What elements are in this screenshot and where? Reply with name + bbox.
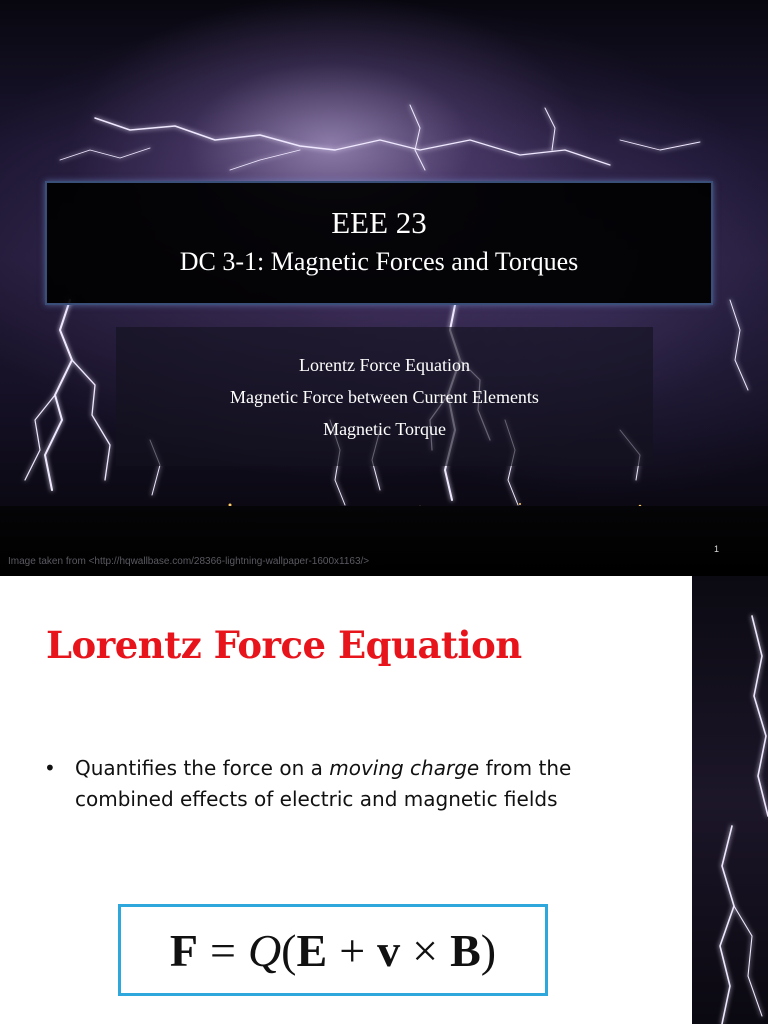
eq-force: F (169, 924, 198, 976)
eq-open-paren: ( (281, 924, 297, 976)
eq-charge: Q (247, 924, 282, 976)
slide-subtitle: DC 3-1: Magnetic Forces and Torques (179, 247, 579, 276)
slide-title: EEE 23 (331, 205, 427, 240)
topic-item: Magnetic Torque (323, 419, 446, 439)
eq-cross: × (412, 924, 439, 976)
content-slide (0, 576, 692, 1024)
topic-item: Magnetic Force between Current Elements (230, 387, 539, 407)
topic-item: Lorentz Force Equation (299, 355, 470, 375)
bullet-text-pre: Quantifies the force on a (75, 756, 330, 780)
slide-number: 1 (714, 544, 720, 554)
slide-title: Lorentz Force Equation (46, 623, 522, 667)
bullet-marker: • (44, 756, 56, 780)
bullet-text-emphasis: moving charge (329, 756, 480, 780)
eq-equals: = (209, 924, 236, 976)
topics-box (116, 327, 653, 466)
eq-close-paren: ) (480, 924, 497, 976)
bullet-text-post: from the combined effects of electric and magnetic fields (75, 756, 572, 811)
eq-electric-field: E (296, 924, 328, 976)
lightning-background (692, 576, 768, 1024)
equation-box (118, 904, 548, 996)
title-box (45, 181, 713, 305)
eq-plus: + (339, 924, 366, 976)
bullet-item (44, 753, 644, 815)
eq-velocity: v (377, 924, 401, 976)
eq-magnetic-field: B (450, 924, 481, 976)
image-credit: Image taken from <http://hqwallbase.com/28366-lightning-wallpaper-1600x1163/> (8, 556, 370, 567)
bullet-text (75, 753, 644, 815)
next-slide-edge (692, 576, 768, 1024)
